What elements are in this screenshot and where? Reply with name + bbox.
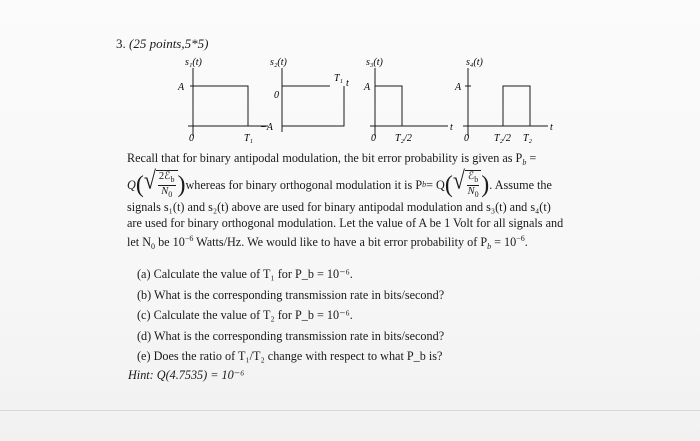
s1-label: s₁(t) — [185, 57, 202, 68]
s3-origin: 0 — [371, 133, 376, 144]
paragraph-line-2: Q ( √ $\frac{2ℰ_b}{N_0}$ ) whereas for binary orthogonal modulation it is P b = Q ( √ $\frac{ℰ_b}{N_0}$ ) . Assume the — [127, 165, 552, 199]
question-points: (25 points,5*5) — [129, 36, 209, 51]
question-number: 3. — [116, 36, 126, 51]
plot-s4 — [463, 68, 548, 136]
s3-T2half: T₂/2 — [395, 133, 412, 144]
paragraph-line-3: signals s₁(t) and s₂(t) above are used for binary antipodal modulation and s₃(t) and s₄(t) — [127, 200, 551, 214]
s4-T2half: T₂/2 — [494, 133, 511, 144]
s4-t: t — [550, 122, 553, 133]
s3-amp-label: A — [364, 82, 371, 93]
item-d: (d) What is the corresponding transmission rate in bits/second? — [137, 328, 445, 343]
s3-label: s₃(t) — [366, 57, 383, 68]
s4-origin: 0 — [464, 133, 469, 144]
s4-T2: T₂ — [523, 133, 533, 144]
s1-origin: 0 — [189, 133, 194, 144]
item-c: (c) Calculate the value of T₂ for P_b = 10⁻⁶. — [137, 308, 353, 323]
s2-origin: 0 — [274, 90, 279, 101]
s1-amp-label: A — [178, 82, 185, 93]
s1-T1: T₁ — [244, 133, 254, 144]
s3-pulse — [375, 86, 402, 126]
sqrt-antipodal: √ $\frac{2ℰ_b}{N_0}$ — [144, 170, 178, 200]
sqrt-orthogonal: √ $\frac{ℰ_b}{N_0}$ — [453, 170, 481, 200]
sub-questions — [137, 264, 444, 367]
paragraph-line-5: let $N_0$ be $10^{-6}$ Watts/Hz. We would like to have a bit error probability of $P_b = 10^{-6}$. — [127, 234, 528, 251]
item-b: (b) What is the corresponding transmission rate in bits/second? — [137, 287, 445, 302]
plot-s1 — [188, 68, 268, 136]
problem-paragraph — [127, 150, 607, 255]
s2-negA: −A — [260, 122, 273, 133]
s4-label: s₄(t) — [466, 57, 483, 68]
item-e: (e) Does the ratio of T₁/T₂ change with respect to what P_b is? — [137, 349, 443, 364]
s2-pulse — [282, 86, 344, 126]
s4-pulse — [503, 86, 530, 126]
s2-label: s₂(t) — [270, 57, 287, 68]
paragraph-line-1: Recall that for binary antipodal modulation, the bit error probability is given as $P_b$ = — [127, 151, 537, 167]
paragraph-line-4: are used for binary orthogonal modulation. Let the value of A be 1 Volt for all signals and — [127, 216, 564, 230]
plot-s3 — [370, 68, 448, 136]
bottom-divider — [0, 410, 700, 411]
hint: Hint: Q(4.7535) = 10⁻⁶ — [128, 368, 245, 382]
signal-plots — [0, 0, 700, 150]
item-a: (a) Calculate the value of T₁ for P_b = 10⁻⁶. — [137, 267, 353, 281]
s2-t: t — [346, 78, 349, 89]
s1-pulse — [193, 86, 248, 126]
s4-amp-label: A — [455, 82, 462, 93]
s2-T1: T₁ — [334, 73, 344, 84]
s3-t: t — [450, 122, 453, 133]
